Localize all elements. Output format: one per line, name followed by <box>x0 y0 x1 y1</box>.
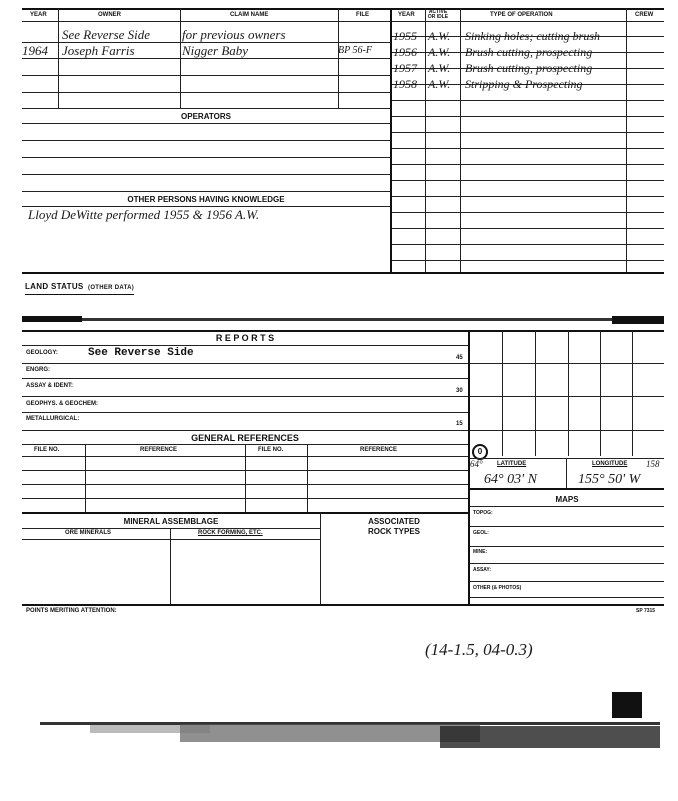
owner-row-2-year: 1964 <box>22 43 48 58</box>
ref-reference-2: REFERENCE <box>360 447 398 453</box>
ore-minerals-label: ORE MINERALS <box>65 530 112 536</box>
header-year: YEAR <box>30 12 47 18</box>
operation-1-type: Sinking holes; cutting brush <box>465 29 600 43</box>
latitude-value: 64° 03' N <box>484 472 537 487</box>
header-crew: CREW <box>635 12 654 18</box>
operation-1-year: 1955 <box>393 29 417 43</box>
owner-row-2-file: BP 56-F <box>338 45 372 56</box>
other-persons-label: OTHER PERSONS HAVING KNOWLEDGE <box>127 195 285 204</box>
maps-topog: TOPOG: <box>473 510 493 516</box>
maps-assay: ASSAY: <box>473 567 492 573</box>
operation-4-type: Stripping & Prospecting <box>465 77 583 91</box>
mark-30: 30 <box>456 388 463 394</box>
lat-prefix: 64° <box>470 459 483 469</box>
maps-title: MAPS <box>555 495 579 504</box>
header-owner: OWNER <box>98 12 121 18</box>
longitude-value: 155° 50' W <box>578 472 641 487</box>
associated-line-1: ASSOCIATED <box>368 517 420 526</box>
owner-row-2-owner: Joseph Farris <box>62 43 135 58</box>
lon-prefix: 158 <box>646 459 660 469</box>
reports-title: R E P O R T S <box>215 333 275 343</box>
ref-file-no-2: FILE NO. <box>258 447 284 453</box>
operation-1-status: A.W. <box>428 29 451 43</box>
operators-label: OPERATORS <box>181 112 231 121</box>
operation-4-status: A.W. <box>428 77 451 91</box>
circle-mark-text: 0 <box>477 447 483 456</box>
operation-2-status: A.W. <box>428 45 451 59</box>
maps-mine: MINE: <box>473 549 488 555</box>
longitude-label: LONGITUDE <box>592 461 628 467</box>
header-year-2: YEAR <box>398 12 415 18</box>
header-claim-name: CLAIM NAME <box>230 12 269 18</box>
maps-geol: GEOL: <box>473 530 489 536</box>
header-active-idle: ACTIVE OR IDLE <box>427 9 449 20</box>
operation-2-year: 1956 <box>393 45 417 59</box>
other-persons-text: Lloyd DeWitte performed 1955 & 1956 A.W. <box>28 207 260 222</box>
rock-forming-label: ROCK FORMING, ETC. <box>198 530 263 536</box>
operation-4-year: 1958 <box>393 77 417 91</box>
geophys-label: GEOPHYS. & GEOCHEM: <box>26 401 99 407</box>
land-status-label: LAND STATUS <box>25 282 84 291</box>
operation-3-status: A.W. <box>428 61 451 75</box>
mineral-title: MINERAL ASSEMBLAGE <box>123 517 219 526</box>
owner-row-1-owner: See Reverse Side <box>62 27 151 42</box>
header-type-of-operation: TYPE OF OPERATION <box>490 12 553 18</box>
geology-value: See Reverse Side <box>88 347 194 359</box>
latitude-label: LATITUDE <box>497 461 527 467</box>
owner-row-2-claim: Nigger Baby <box>182 43 249 58</box>
assay-label: ASSAY & IDENT: <box>26 383 74 389</box>
handwritten-code: (14-1.5, 04-0.3) <box>425 640 533 659</box>
general-references-title: GENERAL REFERENCES <box>191 433 299 443</box>
owner-row-1-claim: for previous owners <box>182 27 286 42</box>
form-number: SP 7315 <box>636 608 656 614</box>
land-status-sub: (OTHER DATA) <box>88 285 135 291</box>
land-status <box>25 276 134 295</box>
ref-file-no-1: FILE NO. <box>34 447 60 453</box>
operation-2-type: Brush cutting, prospecting <box>465 45 593 59</box>
engrg-label: ENGRG: <box>26 367 50 373</box>
metallurgical-label: METALLURGICAL: <box>26 416 80 422</box>
maps-other: OTHER (& PHOTOS) <box>473 585 522 591</box>
header-file: FILE <box>356 12 369 18</box>
operation-3-type: Brush cutting, prospecting <box>465 61 593 75</box>
points-label: POINTS MERITING ATTENTION: <box>26 608 117 614</box>
mark-15: 15 <box>456 421 463 427</box>
operation-3-year: 1957 <box>393 61 417 75</box>
ref-reference-1: REFERENCE <box>140 447 178 453</box>
mark-45: 45 <box>456 355 463 361</box>
associated-line-2: ROCK TYPES <box>367 527 420 536</box>
geology-label: GEOLOGY: <box>26 350 58 356</box>
